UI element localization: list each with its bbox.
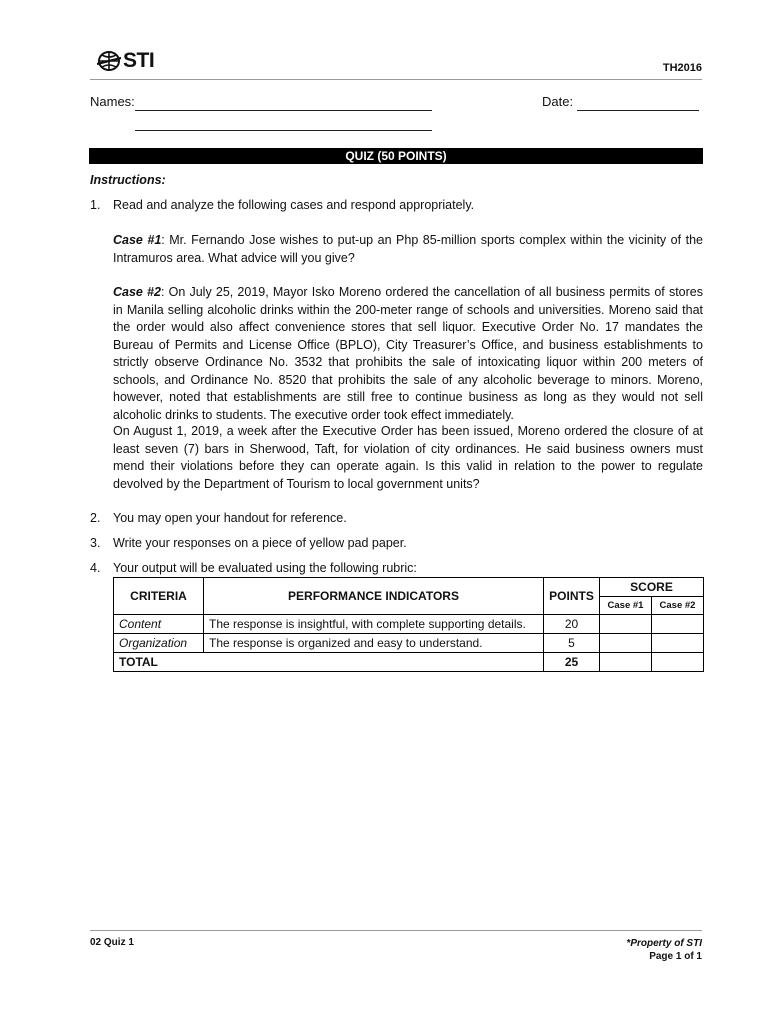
property-notice: *Property of STI [626,938,702,949]
rubric-header-row [114,578,704,597]
rubric-table [113,577,704,672]
item-4-number: 4. [90,561,101,575]
item-2-number: 2. [90,511,101,525]
case-2-score-cell[interactable] [652,615,704,634]
logo-text: STI [123,49,155,72]
total-label: TOTAL [114,653,544,672]
points-cell: 5 [544,634,600,653]
score-header: SCORE [600,578,704,597]
case-2-text: : On July 25, 2019, Mayor Isko Moreno ordered the cancellation of all business permits of stores in Manila selling alcoholic drinks within the 200-meter range of schools and universities. Moreno said that the order would also affect convenience stores that sell liquor. Executive Order No. 17 mandates the Bureau of Permits and License Office (BPLO), City Treasurer’s Office, and business establishments to strictly observe Ordinance No. 3532 that prohibits the sale of intoxicating liquor within 200 meters of schools, and Ordinance No. 8520 that prohibits the sale of any alcoholic beverage to minors. Moreno, however, noted that establishments are still free to continue business as long as they would not sell alcoholic drinks to students. The executive order took effect immediately. [113,285,703,422]
case-2-label: Case #2 [113,285,161,299]
case-1-score-cell[interactable] [600,634,652,653]
criteria-header: CRITERIA [114,578,204,615]
globe-icon [97,50,121,72]
total-row [114,653,704,672]
case-1-label: Case #1 [113,233,162,247]
case-1-score-cell[interactable] [600,615,652,634]
instructions-label: Instructions: [90,173,166,187]
item-2-text: You may open your handout for reference. [113,511,347,525]
case-2-total-cell[interactable] [652,653,704,672]
item-1-number: 1. [90,198,101,212]
points-header: POINTS [544,578,600,615]
total-points: 25 [544,653,600,672]
table-row [114,634,704,653]
criteria-cell: Content [114,615,204,634]
names-field-line-1[interactable] [135,96,432,111]
indicators-header: PERFORMANCE INDICATORS [204,578,544,615]
points-cell: 20 [544,615,600,634]
case-1-score-header: Case #1 [600,597,652,615]
case-1-paragraph [113,232,703,267]
case-1-total-cell[interactable] [600,653,652,672]
footer-label: 02 Quiz 1 [90,937,134,948]
item-3-text: Write your responses on a piece of yellow pad paper. [113,536,407,550]
case-2-score-header: Case #2 [652,597,704,615]
quiz-banner: QUIZ (50 POINTS) [89,148,703,164]
date-field-line[interactable] [577,96,699,111]
names-field-line-2[interactable] [135,116,432,131]
footer-right [626,937,702,963]
case-2-paragraph-2: On August 1, 2019, a week after the Executive Order has been issued, Moreno ordered the closure of at least seven (7) bars in Sherwood, Taft, for violation of city ordinances. He said business owners must mend their violations before they can operate again. Is this valid in relation to the power to regulate devolved by the Department of Tourism to local government units? [113,424,703,491]
item-1-text: Read and analyze the following cases and respond appropriately. [113,198,475,212]
sti-logo [97,50,154,72]
indicator-cell: The response is organized and easy to understand. [204,634,544,653]
page-number: Page 1 of 1 [649,951,702,962]
document-code: TH2016 [662,62,702,74]
header-divider [90,79,702,80]
item-4-text: Your output will be evaluated using the following rubric: [113,561,417,575]
table-row [114,615,704,634]
item-3-number: 3. [90,536,101,550]
case-2-paragraph [113,284,703,424]
indicator-cell: The response is insightful, with complete supporting details. [204,615,544,634]
footer-divider [90,930,702,931]
criteria-cell: Organization [114,634,204,653]
names-label: Names: [90,94,135,109]
case-1-text: : Mr. Fernando Jose wishes to put-up an Php 85-million sports complex within the vicinity of the Intramuros area. What advice will you give? [113,233,703,265]
case-2-score-cell[interactable] [652,634,704,653]
date-label: Date: [542,94,574,109]
